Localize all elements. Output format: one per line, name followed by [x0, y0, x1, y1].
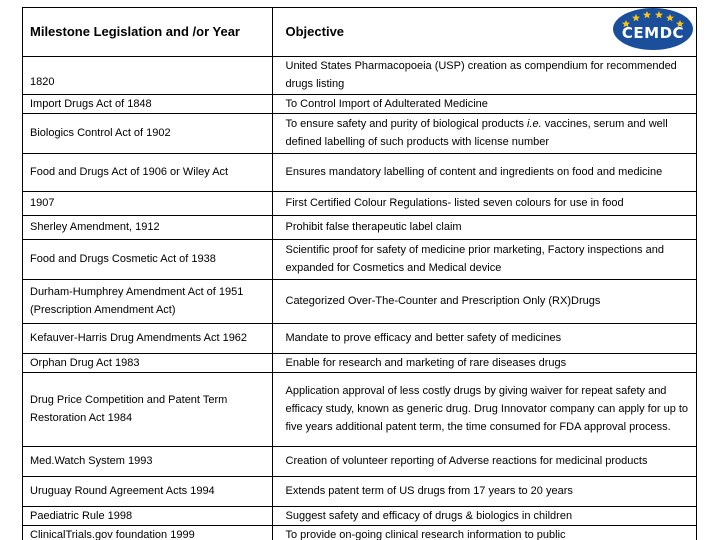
milestone-cell: Food and Drugs Act of 1906 or Wiley Act	[23, 153, 272, 191]
table-row	[23, 279, 696, 323]
milestone-cell: Sherley Amendment, 1912	[23, 215, 272, 239]
table-row	[23, 239, 696, 279]
milestone-cell: Import Drugs Act of 1848	[23, 94, 272, 113]
milestone-table	[23, 8, 696, 540]
table-row	[23, 476, 696, 506]
table-row	[23, 372, 696, 446]
header-objective: Objective	[272, 8, 696, 56]
objective-cell: Mandate to prove efficacy and better safety of medicines	[272, 323, 696, 353]
objective-text: To ensure safety and purity of biological products	[285, 118, 528, 130]
milestone-cell: Orphan Drug Act 1983	[23, 353, 272, 372]
header-milestone: Milestone Legislation and /or Year	[23, 8, 272, 56]
table-row	[23, 353, 696, 372]
table-row	[23, 94, 696, 113]
table-row	[23, 525, 696, 540]
milestone-cell: Biologics Control Act of 1902	[23, 113, 272, 153]
table-row	[23, 191, 696, 215]
objective-cell: To provide on-going clinical research information to public	[272, 525, 696, 540]
milestone-cell: Med.Watch System 1993	[23, 446, 272, 476]
objective-cell: Application approval of less costly drugs by giving waiver for repeat safety and efficacy study, known as generic drug. Drug Innovator company can apply for up to five years additional patent term, the time consumed for FDA approval process.	[272, 372, 696, 446]
table-row	[23, 56, 696, 94]
objective-cell: Creation of volunteer reporting of Adverse reactions for medicinal products	[272, 446, 696, 476]
table-row	[23, 506, 696, 525]
cemdc-logo	[612, 6, 694, 51]
milestone-cell: Uruguay Round Agreement Acts 1994	[23, 476, 272, 506]
milestone-cell: Food and Drugs Cosmetic Act of 1938	[23, 239, 272, 279]
milestone-cell: 1907	[23, 191, 272, 215]
objective-cell: Categorized Over-The-Counter and Prescription Only (RX)Drugs	[272, 279, 696, 323]
table-row	[23, 113, 696, 153]
table-row	[23, 215, 696, 239]
objective-cell: Prohibit false therapeutic label claim	[272, 215, 696, 239]
objective-cell: To Control Import of Adulterated Medicine	[272, 94, 696, 113]
logo-text: CEMDC	[621, 24, 685, 42]
table-row	[23, 323, 696, 353]
objective-text: vaccines, serum and well defined labelling of such products with license number	[285, 118, 668, 148]
milestone-cell: ClinicalTrials.gov foundation 1999	[23, 525, 272, 540]
milestone-cell: 1820	[23, 56, 272, 94]
table-row	[23, 153, 696, 191]
objective-emphasis: i.e.	[527, 118, 542, 130]
table-row	[23, 446, 696, 476]
objective-cell: First Certified Colour Regulations- listed seven colours for use in food	[272, 191, 696, 215]
objective-cell: United States Pharmacopoeia (USP) creation as compendium for recommended drugs listing	[272, 56, 696, 94]
objective-cell: Suggest safety and efficacy of drugs & biologics in children	[272, 506, 696, 525]
milestone-cell: Paediatric Rule 1998	[23, 506, 272, 525]
objective-cell	[272, 113, 696, 153]
objective-cell: Extends patent term of US drugs from 17 years to 20 years	[272, 476, 696, 506]
milestone-cell: Kefauver-Harris Drug Amendments Act 1962	[23, 323, 272, 353]
objective-cell: Ensures mandatory labelling of content and ingredients on food and medicine	[272, 153, 696, 191]
milestone-cell: Durham-Humphrey Amendment Act of 1951 (Prescription Amendment Act)	[23, 279, 272, 323]
objective-cell: Enable for research and marketing of rare diseases drugs	[272, 353, 696, 372]
milestone-table-frame	[22, 7, 697, 540]
milestone-cell: Drug Price Competition and Patent Term Restoration Act 1984	[23, 372, 272, 446]
objective-cell: Scientific proof for safety of medicine prior marketing, Factory inspections and expanded for Cosmetics and Medical device	[272, 239, 696, 279]
table-header-row	[23, 8, 696, 56]
